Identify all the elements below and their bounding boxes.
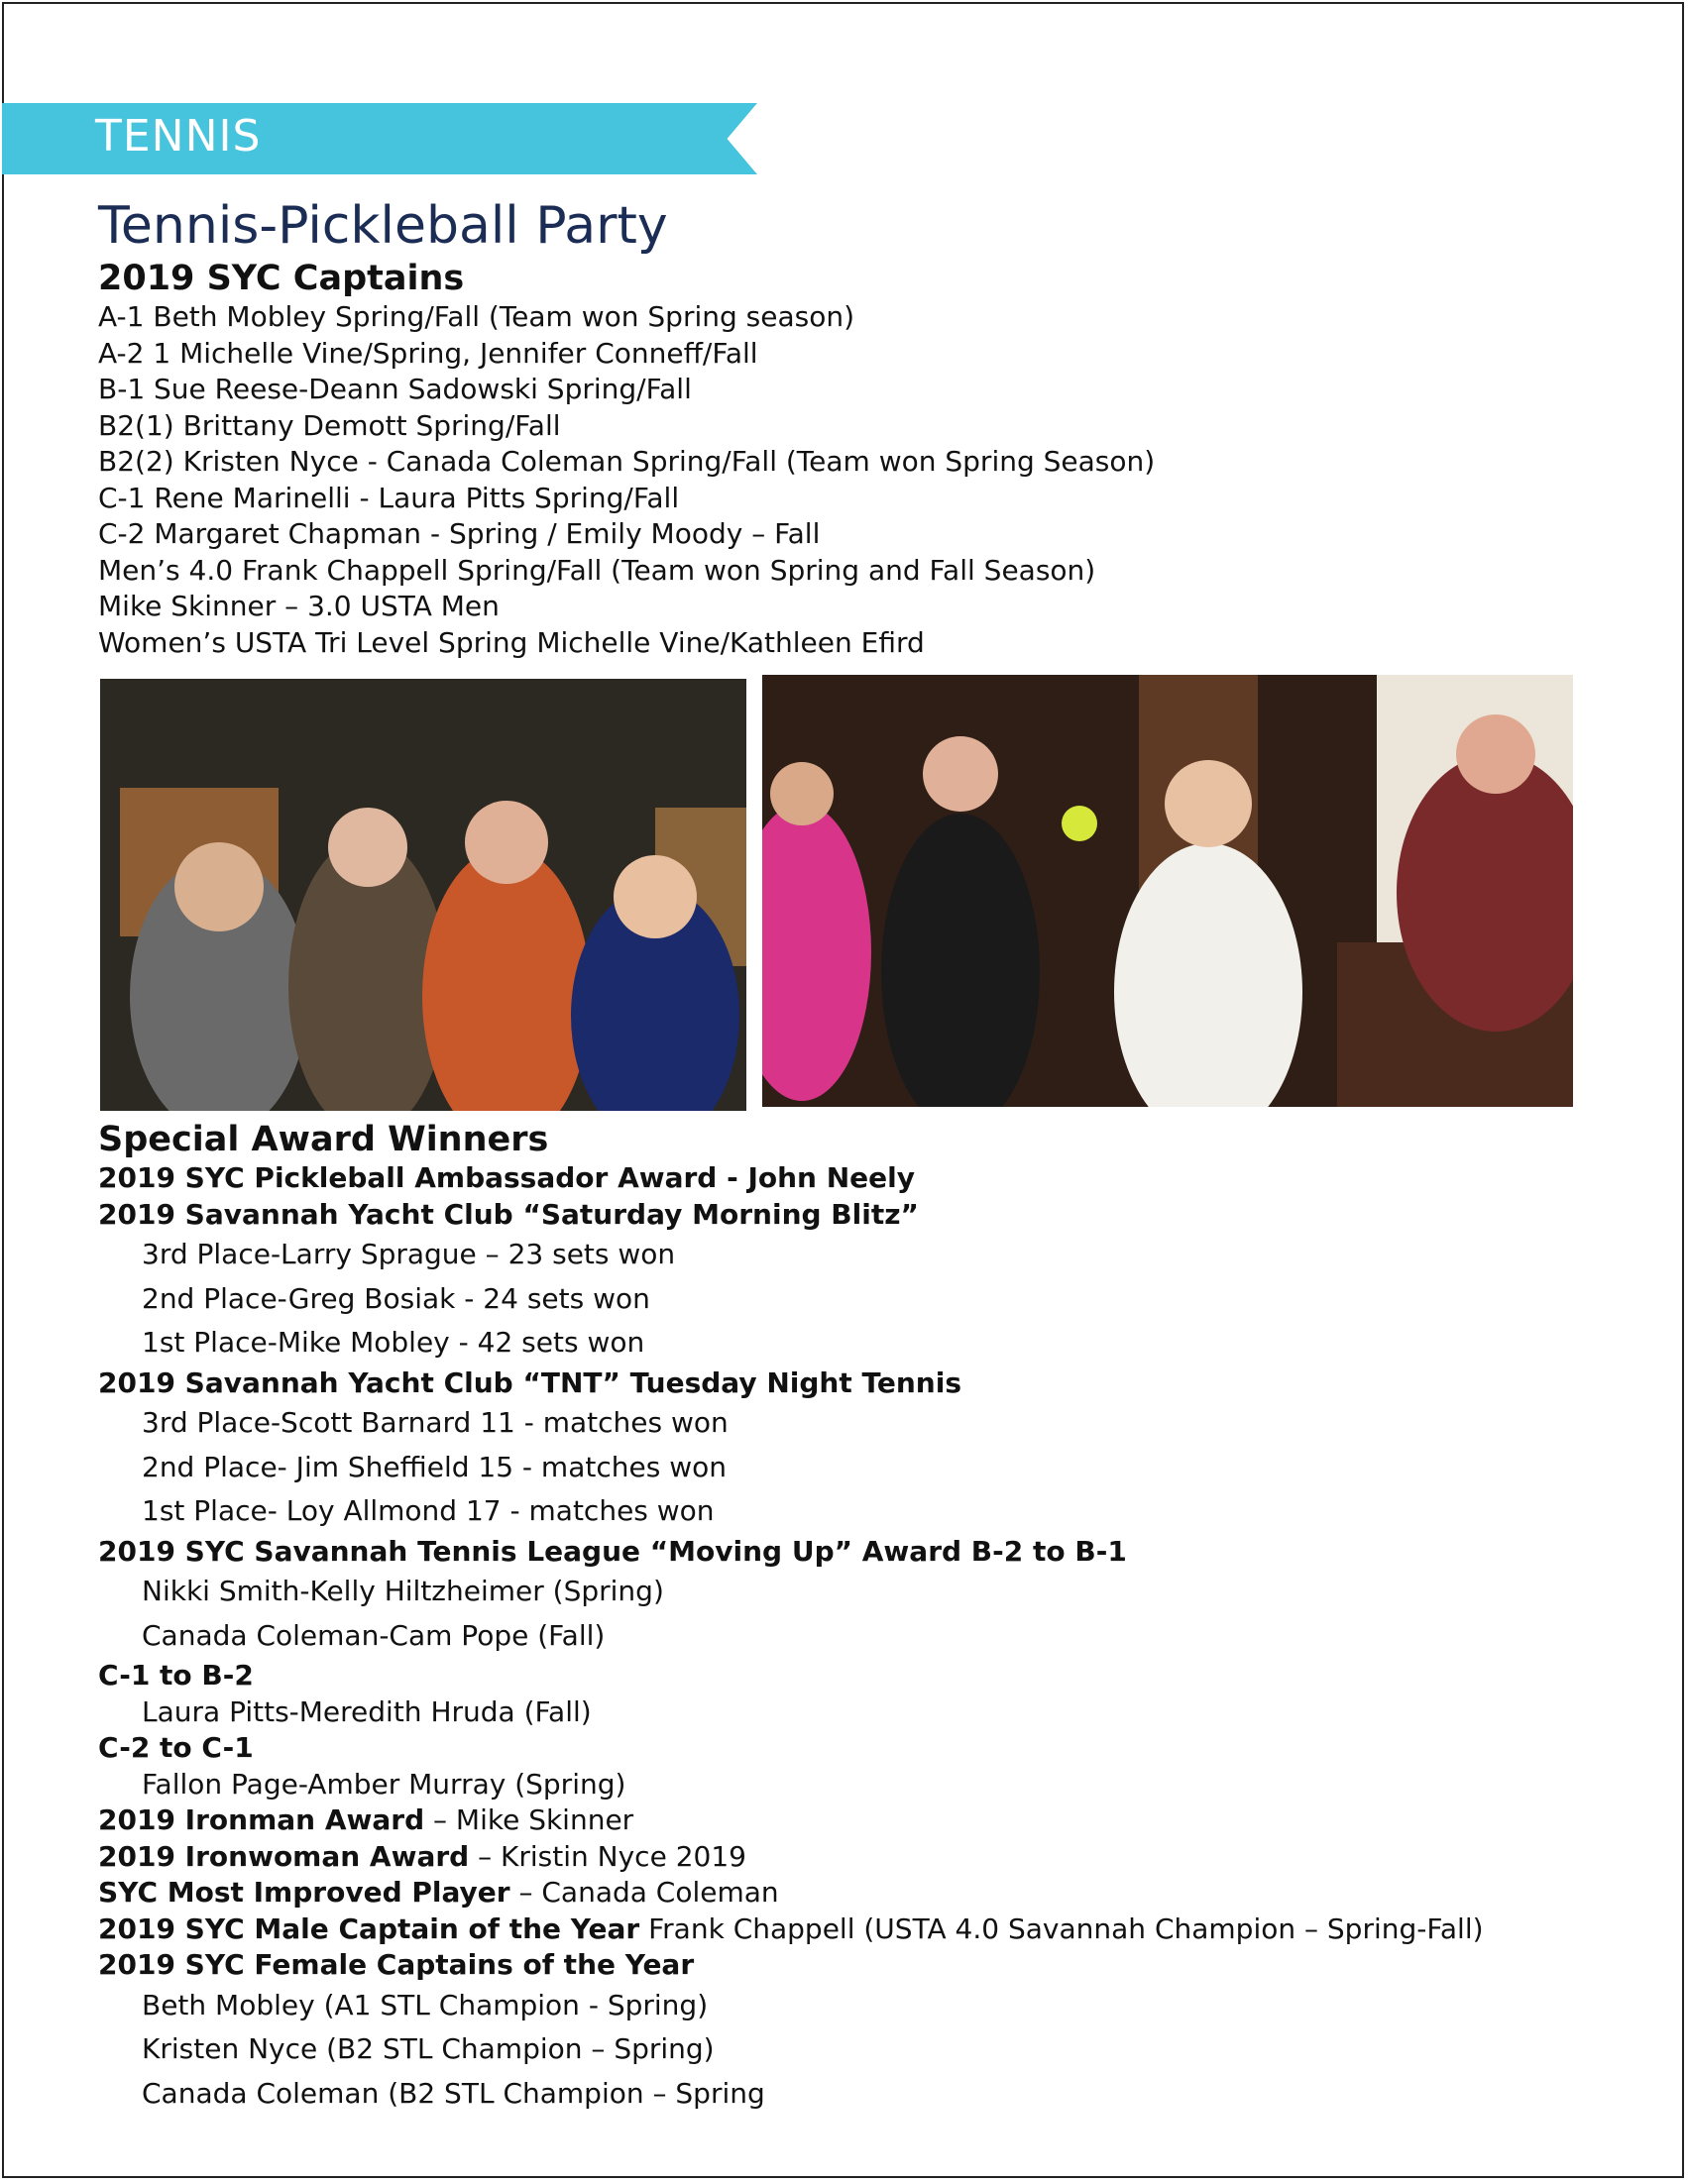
captain-line: C-1 Rene Marinelli - Laura Pitts Spring/Fall (98, 481, 680, 514)
tnt-place: 3rd Place-Scott Barnard 11 - matches won (142, 1406, 729, 1439)
female-captains-title: 2019 SYC Female Captains of the Year (98, 1948, 695, 1981)
tnt-place: 2nd Place- Jim Sheffield 15 - matches won (142, 1450, 727, 1483)
captain-line: A-1 Beth Mobley Spring/Fall (Team won Spring season) (98, 300, 855, 333)
most-improved-award (98, 1875, 1595, 1911)
award-value: – Mike Skinner (424, 1803, 634, 1836)
c1-b2-title: C-1 to B-2 (98, 1659, 254, 1692)
awards-heading: Special Award Winners (98, 1120, 549, 1159)
tnt-place: 1st Place- Loy Allmond 17 - matches won (142, 1494, 715, 1527)
c1-b2-name: Laura Pitts-Meredith Hruda (Fall) (142, 1694, 592, 1728)
moving-up-name: Canada Coleman-Cam Pope (Fall) (142, 1618, 606, 1652)
moving-up-title: 2019 SYC Savannah Tennis League “Moving Up” Award B-2 to B-1 (98, 1534, 1127, 1568)
blitz-place: 3rd Place-Larry Sprague – 23 sets won (142, 1238, 676, 1270)
party-photo-group (100, 679, 746, 1111)
blitz-place: 1st Place-Mike Mobley - 42 sets won (142, 1326, 645, 1359)
captains-list (98, 299, 1595, 661)
c2-c1-title: C-2 to C-1 (98, 1731, 254, 1764)
captain-line: A-2 1 Michelle Vine/Spring, Jennifer Conneff/Fall (98, 336, 758, 370)
female-captain-name: Canada Coleman (B2 STL Champion – Spring (142, 2076, 765, 2110)
award-label: 2019 Ironwoman Award (98, 1839, 470, 1873)
ironwoman-award (98, 1839, 1595, 1876)
captain-line: B2(1) Brittany Demott Spring/Fall (98, 408, 561, 442)
captain-line: C-2 Margaret Chapman - Spring / Emily Moody – Fall (98, 517, 821, 550)
pickleball-award: 2019 SYC Pickleball Ambassador Award - John Neely (98, 1161, 916, 1194)
captain-line: B-1 Sue Reese-Deann Sadowski Spring/Fall (98, 373, 692, 405)
tnt-title: 2019 Savannah Yacht Club “TNT” Tuesday Night Tennis (98, 1365, 961, 1399)
page-content (98, 194, 1595, 2116)
blitz-title: 2019 Savannah Yacht Club “Saturday Morning Blitz” (98, 1197, 919, 1231)
photo-row (98, 679, 1595, 1115)
blitz-place: 2nd Place-Greg Bosiak - 24 sets won (142, 1281, 650, 1315)
award-label: SYC Most Improved Player (98, 1876, 510, 1909)
c2-c1-name: Fallon Page-Amber Murray (Spring) (142, 1767, 626, 1801)
award-value: – Canada Coleman (509, 1876, 779, 1909)
captains-heading: 2019 SYC Captains (98, 259, 465, 298)
banner-label: TENNIS (95, 111, 262, 162)
captain-line: Men’s 4.0 Frank Chappell Spring/Fall (Team won Spring and Fall Season) (98, 553, 1096, 587)
male-captain-award (98, 1911, 1595, 1948)
party-photo-award (762, 675, 1573, 1107)
award-label: 2019 SYC Male Captain of the Year (98, 1911, 640, 1945)
award-label: 2019 Ironman Award (98, 1803, 425, 1836)
captain-line: Mike Skinner – 3.0 USTA Men (98, 590, 500, 622)
female-captain-name: Kristen Nyce (B2 STL Champion – Spring) (142, 2032, 715, 2065)
award-value: – Kristin Nyce 2019 (469, 1839, 746, 1873)
captain-line: Women’s USTA Tri Level Spring Michelle Vine/Kathleen Efird (98, 625, 925, 659)
moving-up-name: Nikki Smith-Kelly Hiltzheimer (Spring) (142, 1575, 664, 1607)
ironman-award (98, 1802, 1595, 1839)
female-captain-name: Beth Mobley (A1 STL Champion - Spring) (142, 1988, 709, 2021)
award-value: Frank Chappell (USTA 4.0 Savannah Champion – Spring-Fall) (639, 1911, 1484, 1945)
page-title: Tennis-Pickleball Party (98, 196, 668, 256)
captain-line: B2(2) Kristen Nyce - Canada Coleman Spring/Fall (Team won Spring Season) (98, 445, 1156, 478)
